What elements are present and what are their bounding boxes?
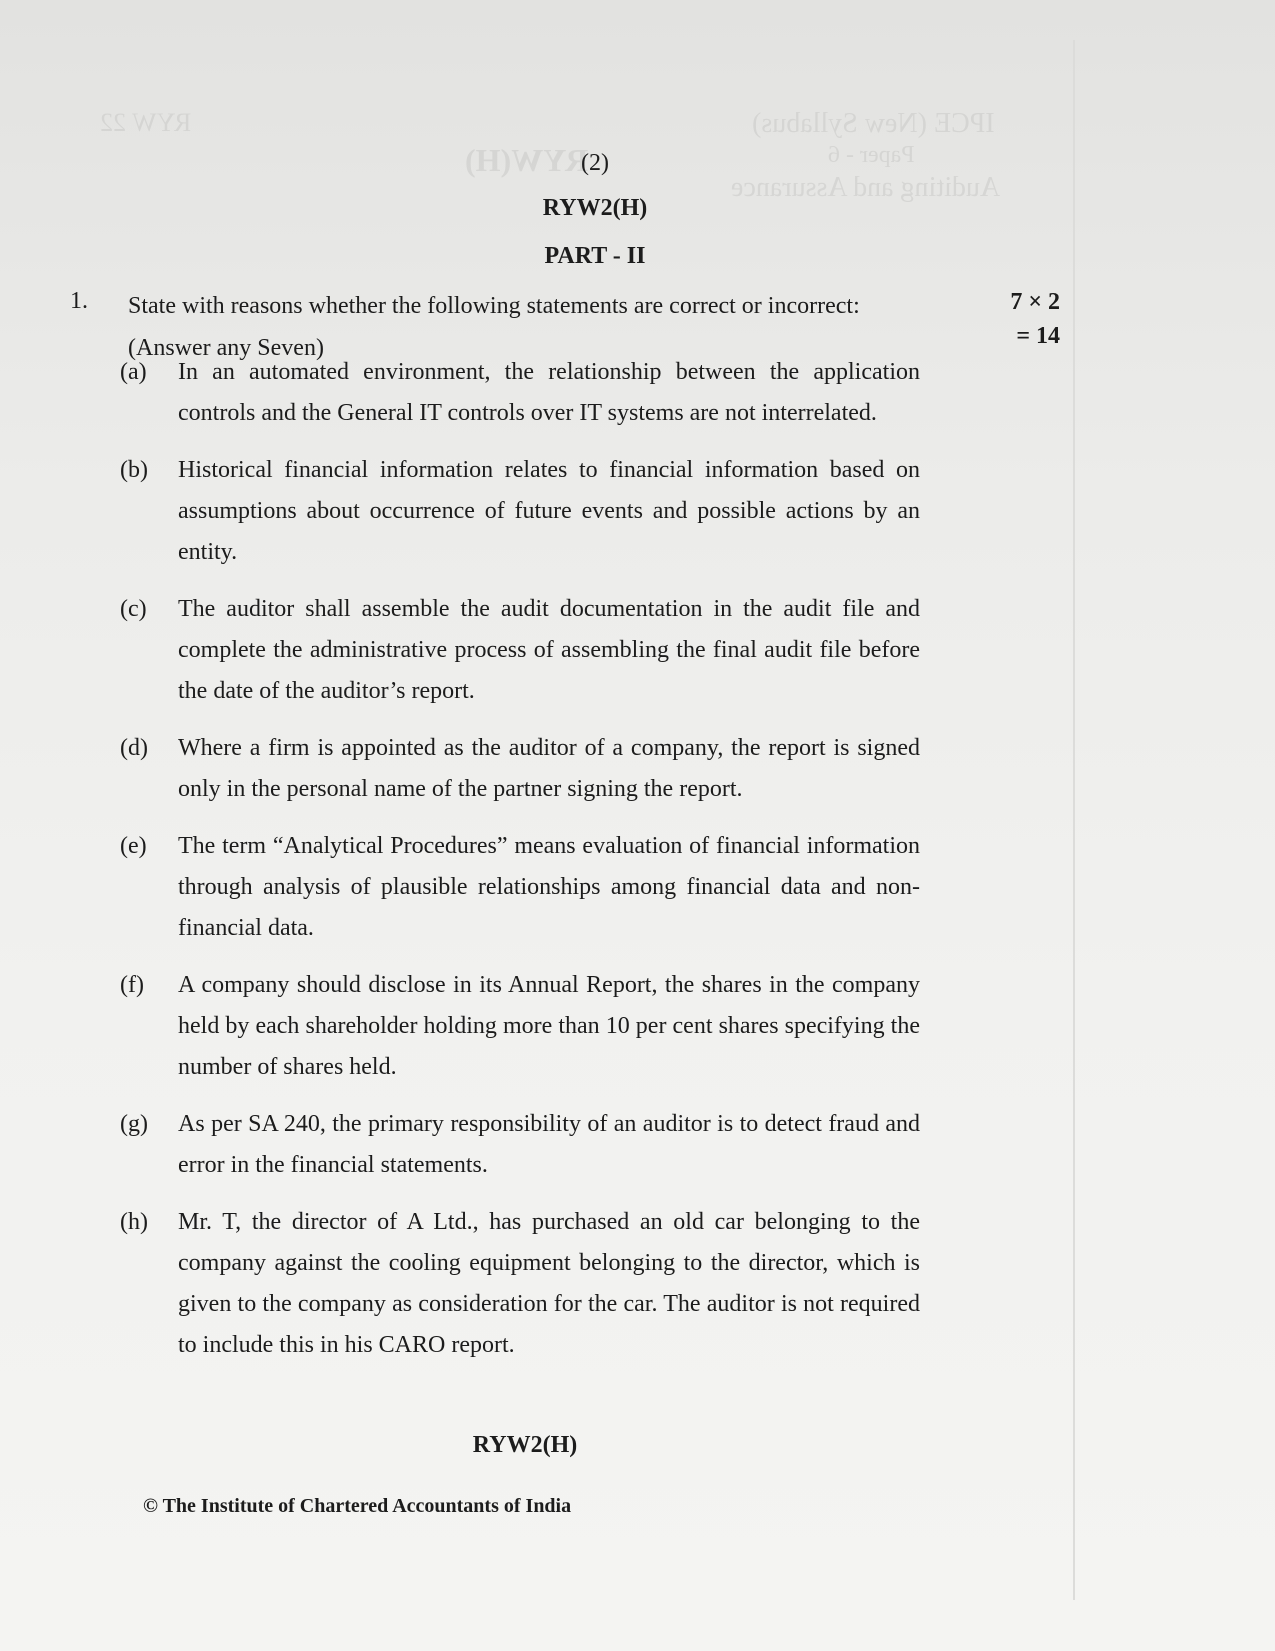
statement-text: The term “Analytical Procedures” means evaluation of financial information through analysis of plausible relationships among financial data and non-financial data.: [178, 833, 920, 941]
part-title: PART - II: [544, 243, 646, 269]
bleed-through-text: RYW(H): [465, 142, 589, 178]
bleed-through-text: Auditing and Assurance: [730, 172, 1000, 203]
statement-text: Mr. T, the director of A Ltd., has purchased an old car belonging to the company against the cooling equipment belonging to the director, which is given to the company as consideration for the car. The auditor is not required to include this in his CARO report.: [178, 1209, 920, 1358]
statement-text: A company should disclose in its Annual Report, the shares in the company held by each shareholder holding more than 10 per cent shares specifying the number of shares held.: [178, 972, 920, 1080]
marks-line-1: 7 × 2: [1010, 289, 1060, 315]
bleed-through-text: Paper - 6: [828, 142, 915, 168]
statement-label: (f): [120, 972, 144, 998]
bleed-through-text: RYW 22: [100, 108, 192, 137]
statement-label: (e): [120, 833, 147, 859]
statement-text: In an automated environment, the relationship between the application controls and the General IT controls over IT systems are not interrelated.: [178, 359, 920, 426]
bleed-through-text: IPCE (New Syllabus): [752, 108, 995, 139]
marks-allocation: [950, 285, 1060, 353]
statement-label: (a): [120, 359, 147, 385]
statement-item: [120, 1202, 920, 1366]
statement-item: [120, 826, 920, 949]
statement-item: [120, 965, 920, 1088]
statement-item: [120, 352, 920, 434]
question-sub-prompt: (Answer any Seven): [128, 335, 324, 361]
statement-text: Where a firm is appointed as the auditor of a company, the report is signed only in the personal name of the partner signing the report.: [178, 735, 920, 802]
statement-text: Historical financial information relates to financial information based on assumptions about occurrence of future events and possible actions by an entity.: [178, 457, 920, 565]
statement-text: The auditor shall assemble the audit documentation in the audit file and complete the administrative process of assembling the final audit file before the date of the auditor’s report.: [178, 596, 920, 704]
statement-item: [120, 450, 920, 573]
statement-item: [120, 728, 920, 810]
statement-label: (d): [120, 735, 148, 761]
page-number: (2): [581, 150, 609, 176]
paper-code-header: RYW2(H): [542, 195, 648, 221]
copyright-notice: © The Institute of Chartered Accountants of India: [143, 1495, 572, 1517]
page-edge-shadow: [1073, 40, 1075, 1600]
statement-label: (c): [120, 596, 147, 622]
statement-label: (g): [120, 1111, 148, 1137]
paper-code-footer: RYW2(H): [472, 1432, 578, 1458]
statement-list: [120, 352, 920, 1382]
statement-label: (b): [120, 457, 148, 483]
question-prompt: State with reasons whether the following statements are correct or incorrect:: [128, 293, 860, 319]
marks-line-2: = 14: [1016, 323, 1060, 349]
statement-text: As per SA 240, the primary responsibility of an auditor is to detect fraud and error in the financial statements.: [178, 1111, 920, 1178]
statement-label: (h): [120, 1209, 148, 1235]
statement-item: [120, 589, 920, 712]
statement-item: [120, 1104, 920, 1186]
question-number: 1.: [70, 288, 88, 314]
